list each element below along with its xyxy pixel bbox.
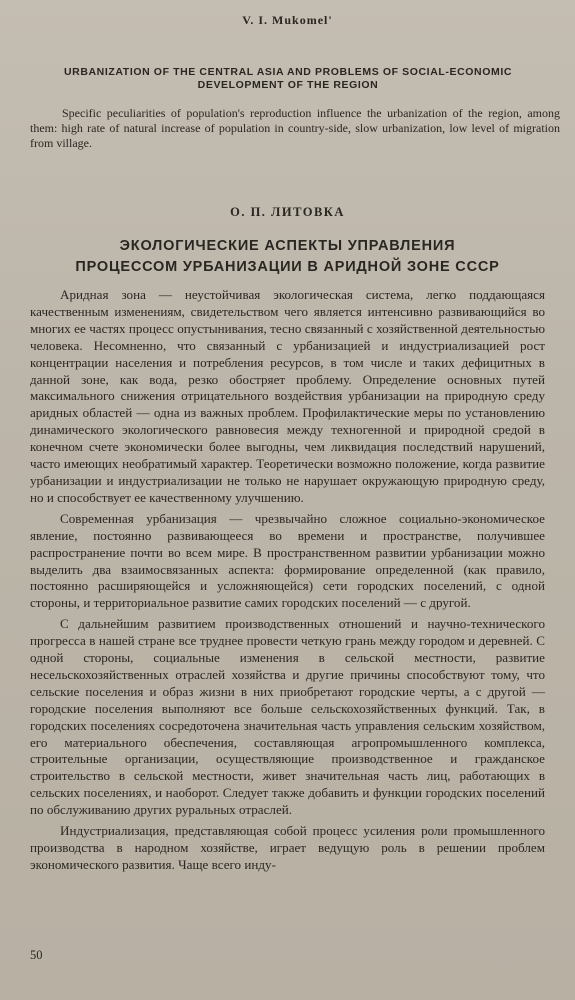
previous-article-title-line: URBANIZATION OF THE CENTRAL ASIA AND PROBLEMS OF SOCIAL-ECONOMIC (63, 66, 513, 78)
previous-article-abstract-text: Specific peculiarities of population's reproduction influence the urbanization of the region, among them: high rate of natural increase of population in country-side, slow urbanization, low level of migration from village. (30, 106, 560, 150)
page-number: 50 (30, 948, 43, 962)
article-title-line: ПРОЦЕССОМ УРБАНИЗАЦИИ В АРИДНОЙ ЗОНЕ СССР (75, 259, 500, 275)
article-title (10, 236, 565, 278)
article-title-line: ЭКОЛОГИЧЕСКИЕ АСПЕКТЫ УПРАВЛЕНИЯ (119, 238, 456, 254)
article-body (30, 287, 545, 878)
article-paragraph: Современная урбанизация — чрезвычайно сложное социально-экономическое явление, постоянно развивающееся во времени и пространстве, получившее распространение почти во всем мире. В пространственном развитии урбанизации можно выделить два взаимосвязанных аспекта: формирование определенной (как правило, постоянно расширяющейся и усложняющейся) сети городских поселений, с одной стороны, и территориальное развитие самих городских поселений — с другой. (30, 510, 545, 611)
previous-article-title (28, 66, 548, 92)
article-paragraph: Аридная зона — неустойчивая экологическая система, легко поддающаяся качественным изменениям, свидетельством чего является интенсивно развивающийся во многих ее частях процесс опустынивания, тесно связанный с хозяйственной деятельностью человека. Несомненно, что связанный с урбанизацией и индустриализацией рост концентрации населения и потребления ресурсов, в том числе и таких дефицитных в данной зоне, как вода, резко обостряет проблему. Определение основных путей максимального снижения отрицательного воздействия урбанизации на природную среду аридных областей — одна из важных проблем. Профилактические меры по установлению динамического экологического равновесия между техногенной и природной средой в конечном счете экономически более выгодны, чем ликвидация последствий нарушений, часто имеющих необратимый характер. Теоретически возможно положение, когда развитие урбанизации и индустриализации не только не нарушает окружающую природную среду, но и способствует ее качественному улучшению. (30, 287, 545, 505)
article-author: О. П. ЛИТОВКА (230, 205, 345, 219)
article-paragraph: Индустриализация, представляющая собой процесс усиления роли промышленного производства в народном хозяйстве, играет ведущую роль в решении проблем экономического развития. Чаще всего инду- (30, 823, 545, 872)
article-paragraph: С дальнейшим развитием производственных отношений и научно-технического прогресса в нашей стране все труднее провести четкую грань между городом и деревней. С одной стороны, социальные изменения в сельской местности, развитие несельскохозяйственных отраслей хозяйства и другие причины способствуют тому, что сельские поселения и образ жизни в них приобретают городские черты, а с другой — городские поселения выполняют все больше сельскохозяйственных функций. Так, в городских поселениях сосредоточена значительная часть управления сельским хозяйством, его материального обеспечения, составляющая агропромышленного комплекса, строительные организации, осуществляющие производственное и гражданское строительство в сельской местности, живет значительная часть лиц, работающих в сельских поселениях, и наоборот. Следует также добавить и функции городских поселений по обслуживанию других руральных отраслей. (30, 616, 545, 818)
previous-article-author: V. I. Mukomel' (242, 13, 333, 27)
previous-article-title-line: DEVELOPMENT OF THE REGION (197, 79, 379, 91)
previous-article-abstract (30, 106, 560, 151)
